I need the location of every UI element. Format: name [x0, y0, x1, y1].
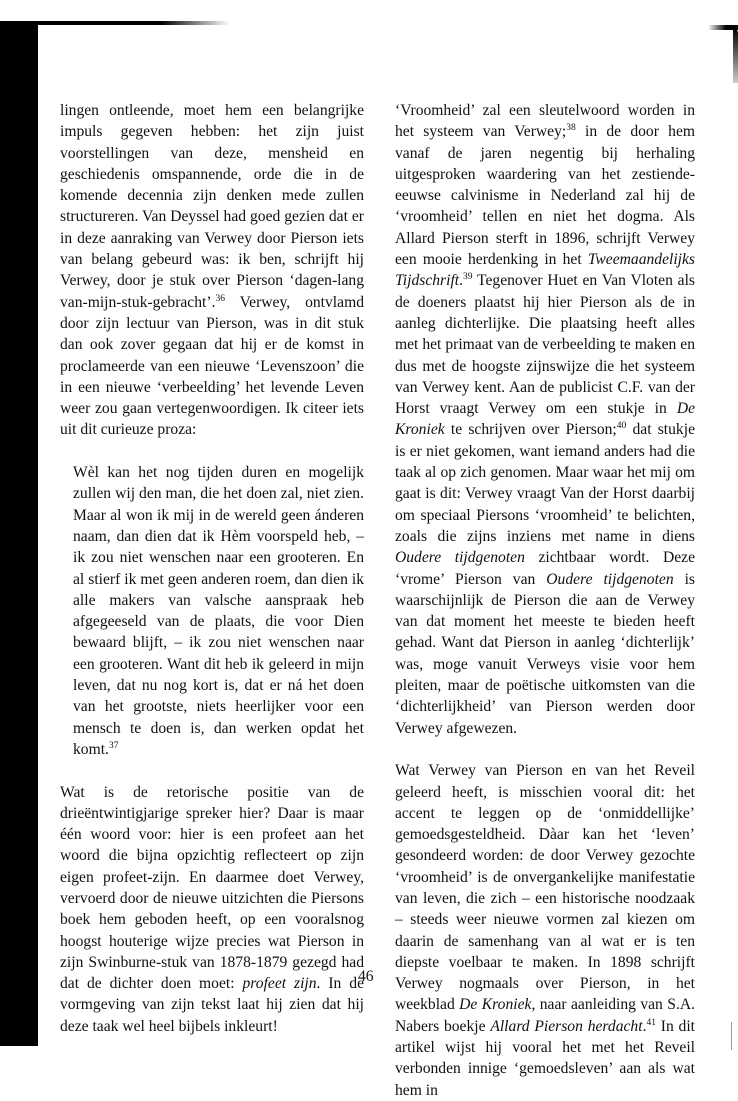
title-italic: Oudere tijdgenoten	[546, 570, 674, 588]
scan-border-left	[0, 21, 38, 1046]
footnote-ref[interactable]: 41	[646, 1017, 656, 1028]
scan-artifact-mark	[731, 1022, 732, 1050]
paragraph	[395, 760, 695, 1101]
title-italic: Tweemaandelijks Tijdschrift	[395, 251, 695, 290]
title-italic: De Kroniek	[459, 996, 532, 1014]
paragraph	[60, 100, 364, 441]
body-text: te schrijven over Pierson;	[444, 421, 617, 439]
quote-text: Wèl kan het nog tijden duren en mogelijk zullen wij den man, die het doen zal, niet zien. Maar al won ik mij in de wereld geen ánderen naam, dan dien dat ik Hèm voorspeld heb, – ik zou niet wenschen naar een grooteren. En al stierf ik met geen anderen roem, dan dien ik alle makers van valsche aanspraak heb afgegeeseld van de plaats, die voor Dien bewaard blijft, – ik zou niet wenschen naar een grooteren. Want dit heb ik geleerd in mijn leven, dat nu nog kort is, dat er ná het doen van het grootste, niets heerlijker voor een mensch te doen is, dan werken opdat het komt.	[73, 464, 364, 758]
body-text: in de door hem vanaf de jaren negentig bij herhaling uitgesproken waardering van het zestiende-eeuwse calvinisme in Nederland zal hij de ‘vroomheid’ tellen en niet het dogma. Als Allard Pierson sterft in 1896, schrijft Verwey een mooie herdenking in het	[395, 123, 695, 269]
left-column	[60, 100, 364, 1037]
footnote-ref[interactable]: 36	[215, 293, 225, 304]
paragraph	[60, 782, 364, 1038]
body-text: ‘Vroomheid’ zal een sleutelwoord worden in het systeem van Verwey;	[395, 102, 695, 141]
body-text: Verwey, ontvlamd door zijn lectuur van Pierson, was in dit stuk dan ook zover gegaan dat hij er de komst in proclameerde van een nieuwe ‘Levenszoon’ die in een nieuwe ‘verbeelding’ het levende Leven weer zou gaan vertegenwoordigen. Ik citeer iets uit dit curieuze proza:	[60, 293, 364, 439]
footnote-ref[interactable]: 39	[463, 272, 473, 283]
footnote-ref[interactable]: 37	[108, 740, 119, 751]
body-text: Wat Verwey van Pierson en van het Reveil geleerd heeft, is misschien vooral dit: het accent te leggen op de ‘onmiddellijke’ gemoedsgesteldheid. Dàar kan het ‘leven’ gesondeerd worden: de door Verwey gezochte ‘vroomheid’ is de onvergankelijke manifestatie van leven, die zich – een historische noodzaak – steeds weer nieuwe vormen zal kiezen om daarin de samenhang van al wat er is ten diepste voelbaar te maken. In 1898 schrijft Verwey nogmaals over Pierson, in het weekblad	[395, 762, 695, 1014]
footnote-ref[interactable]: 38	[566, 123, 576, 134]
body-text: , naar aanleiding van S.A. Nabers boekje	[395, 996, 695, 1035]
title-italic: Allard Pierson herdacht	[490, 1017, 643, 1035]
body-text: lingen ontleende, moet hem een belangrijke impuls gegeven hebben: het zijn juist voorstellingen van deze, mensheid en geschiedenis omspannende, orde die in de komende decennia zijn denken mede zullen structureren. Van Deyssel had goed gezien dat er in deze aanraking van Verwey door Pierson iets van belang gebeurd was: ik ben, schrijft hij Verwey, door je stuk over Pierson ‘dagen-lang van-mijn-stuk-gebracht’.	[60, 102, 364, 311]
body-text: .	[642, 1017, 647, 1035]
block-quote	[73, 462, 364, 760]
scan-border-top	[0, 21, 230, 25]
body-text: In dit artikel wijst hij vooral het met het Reveil verbonden innige ‘gemoedsleven’ aan als wat hem in	[395, 1017, 696, 1099]
emphasis-text: profeet zijn	[242, 975, 317, 993]
body-text: is waarschijnlijk de Pierson die aan de Verwey van dat moment het meeste te bieden heeft gehad. Want dat Pierson in aanleg ‘dichterlijk’ was, moge vanuit Verweys visie voor hem pleiten, maar de poëtische uitkomsten van die ‘dichterlijkheid’ van Pierson werden door Verwey afgewezen.	[395, 570, 695, 737]
body-text: Wat is de retorische positie van de drieëntwintigjarige spreker hier? Daar is maar één woord voor: hier is een profeet aan het woord die bijna opzichtig reflecteert op zijn eigen profeet-zijn. En daarmee doet Verwey, vervoerd door de nieuwe uitzichten die Piersons boek hem geboden heeft, op een vooralsnog hoogst houterige wijze precies wat Pierson in zijn Swinburne-stuk van 1878-1879 gezegd had dat de dichter doen moet:	[60, 783, 364, 993]
body-text: dat stukje is er niet gekomen, want iemand anders had die taak al op zich genomen. Maar waar het mij om gaat is dit: Verwey vraagt Van der Horst daarbij om speciaal Piersons ‘vroomheid’ te belichten, zoals die zijns inziens met name in diens	[395, 421, 695, 545]
paragraph	[395, 100, 695, 739]
title-italic: Oudere tijdgenoten	[395, 549, 525, 567]
body-text: .	[459, 272, 464, 290]
footnote-ref[interactable]: 40	[616, 421, 627, 432]
right-column	[395, 100, 695, 1101]
body-text: zichtbaar wordt. Deze ‘vrome’ Pierson van	[395, 549, 695, 588]
body-text: Tegenover Huet en Van Vloten als de doeners plaatst hij hier Pierson als de in aanleg dichterlijke. Die plaatsing heeft alles met het primaat van de verbeelding te maken en dus met de hoogste zijnswijze die het systeem van Verwey kent. Aan de publicist C.F. van der Horst vraagt Verwey om een stukje in	[395, 272, 695, 418]
scan-border-right	[733, 28, 738, 83]
page-number: 46	[358, 968, 374, 985]
body-text: . In de vormgeving van zijn tekst laat hij zien dat hij deze taak wel heel bijbels inkleurt!	[60, 975, 364, 1035]
title-italic: De Kroniek	[395, 400, 695, 439]
